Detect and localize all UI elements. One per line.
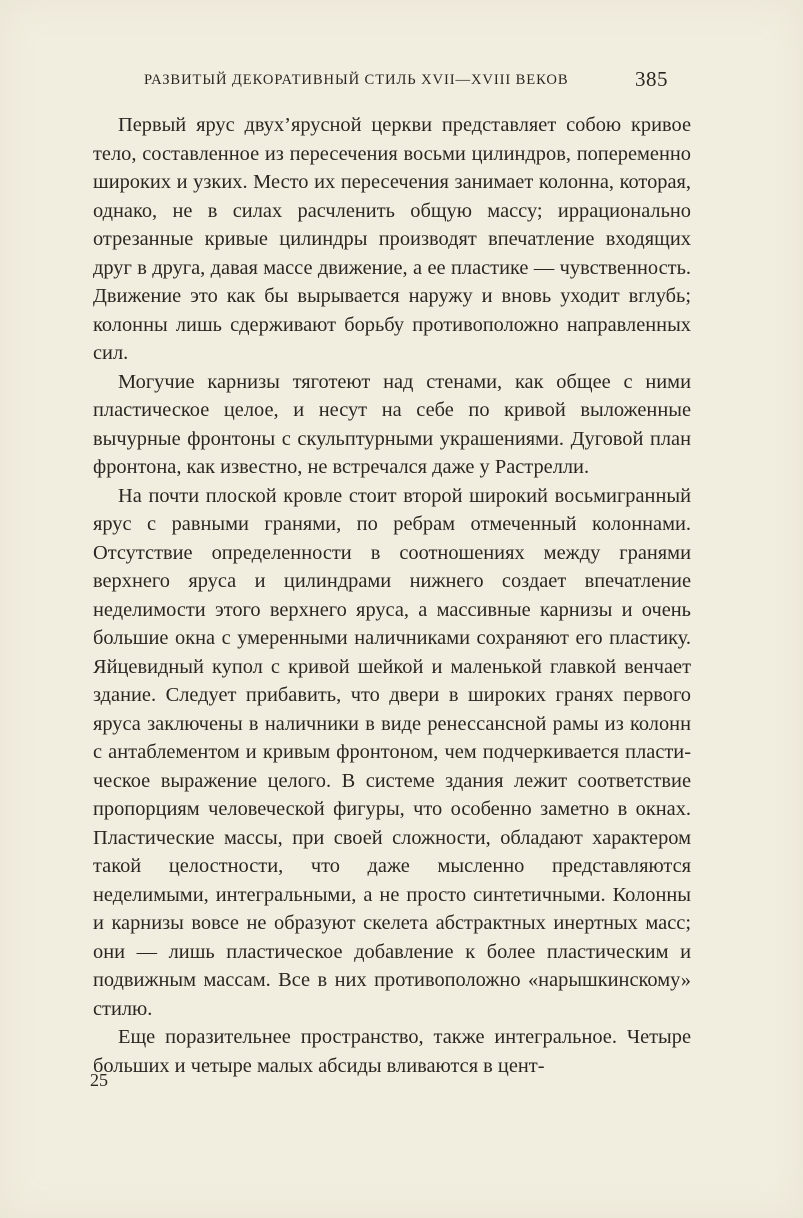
paragraph: Первый ярус двух’ярусной церкви представляет собою кривое тело, составленное из пересечения восьми цилиндров, попеременно широких и узких. Место их пересечения занимает колонна, которая, однако, не в силах расчленить общую массу; иррационально отрезанные кривые цилиндры производят впечатление входящих друг в друга, давая массе движение, а ее пластике — чувственность. Движение это как бы вырывается наружу и вновь уходит вглубь; колонны лишь сдерживают борьбу противоположно направленных сил. xyxy=(93,114,691,364)
running-head xyxy=(120,64,690,90)
printer-signature: 25 xyxy=(90,1070,108,1090)
paragraph: Еще поразительнее пространство, также интегральное. Четыре больших и четыре малых абсиды вливаются в цент- xyxy=(93,1026,691,1077)
body-text xyxy=(93,111,691,1080)
paragraph: Могучие карнизы тяготеют над стенами, как общее с ними пластическое целое, и несут на себе по кривой выложенные вычурные фронтоны с скульптурными украшениями. Дуговой план фронтона, как известно, не встречался даже у Растрелли. xyxy=(93,370,691,478)
running-title: РАЗВИТЫЙ ДЕКОРАТИВНЫЙ СТИЛЬ XVII—XVIII ВЕКОВ xyxy=(144,72,569,88)
page-number: 385 xyxy=(635,67,668,91)
paragraph: На почти плоской кровле стоит второй широкий восьмигранный ярус с равными гранями, по ребрам отмеченный колоннами. Отсутствие определенности в соотношениях между гранями верхнего яруса и цилиндрами нижнего создает впечатление неделимости этого верхнего яруса, а массивные карнизы и очень большие окна с умеренными наличниками сохраняют его пластику. Яйцевидный купол с кривой шейкой и маленькой главкой венчает здание. Следует прибавить, что двери в широких гранях первого яруса заключены в наличники в виде ренессансной рамы из колонн с антаблементом и кривым фронтоном, чем подчеркивается пластическое выражение целого. В системе здания лежит соответствие пропорциям человеческой фигуры, что особенно заметно в окнах. Пластические массы, при своей сложности, обладают характером такой целостности, что даже мысленно представляются неделимыми, интегральными, а не просто синтетичными. Колонны и карнизы вовсе не образуют скелета абстрактных инертных масс; они — лишь пластическое добавление к более пластическим и подвижным массам. Все в них противоположно «нарышкинскому» стилю. xyxy=(93,484,691,1020)
